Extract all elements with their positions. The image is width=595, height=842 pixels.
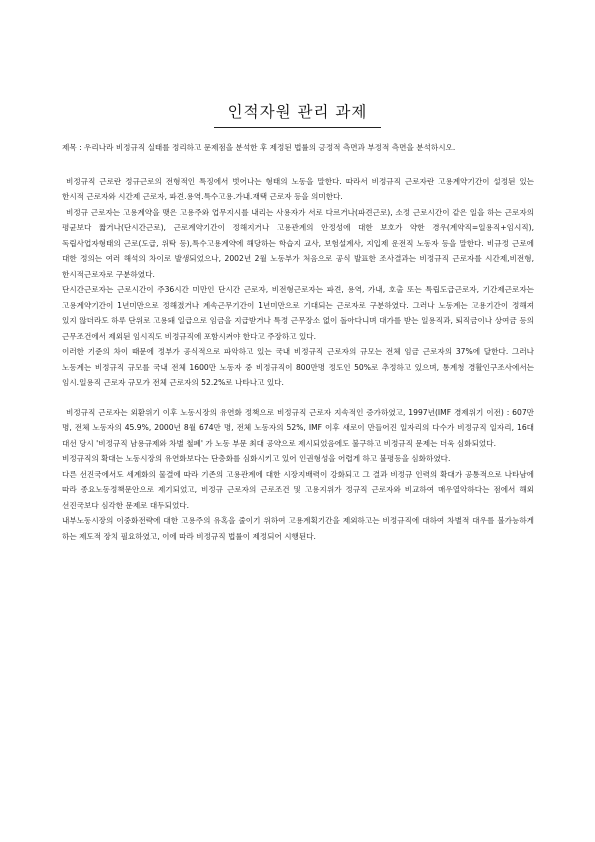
title-area <box>0 100 595 128</box>
paragraph-inequality: 비정규직의 확대는 노동시장의 유연화보다는 단층화를 심화시키고 있어 인권형성을 어렵게 하고 불평등을 심화하였다. <box>62 454 451 463</box>
paragraph-foreign: 다른 선진국에서도 세계화의 물결에 따라 기존의 고용관계에 대한 시장지배력이 강화되고 그 결과 비정규 인력의 확대가 공통적으로 나타남에 따라 종요노동정책문안으로 제기되었고, 비정규 근로자의 근로조건 및 고용지위가 정규직 근로자와 비교하여 매우열악하다는 점에서 해외 선진국보다 심각한 문제로 대두되었다. <box>62 469 534 510</box>
paragraph-definition: 비정규직 근로란 정규근로의 전형적인 특징에서 벗어나는 형태의 노동을 말한다. 따라서 비정규직 근로자란 고용계약기간이 설정된 있는 한시적 근로자와 시간제 근로자, 파견.용역.특수고용.가내.재택 근로자 등을 의미한다. <box>62 176 534 201</box>
document-title: 인적자원 관리 과제 <box>214 100 382 128</box>
document-body <box>62 140 534 544</box>
paragraph-scale: 이러한 기준의 차이 때문에 정부가 공식적으로 파악하고 있는 국내 비정규직 근로자의 규모는 전체 임금 근로자의 37%에 달한다. 그러나 노동계는 비정규직 규모를 국내 전체 1600만 노동자 중 비정규직이 800만명 정도인 50%로 추정하고 있으며, 통계청 경활인구조사에서는 임시.일용직 근로자 규모가 전체 근로자의 52.2%로 나타나고 있다. <box>62 347 534 387</box>
paragraph-growth: 비정규직 근로자는 외환위기 이후 노동시장의 유연화 정책으로 비정규직 근로자 지속적인 증가하였고, 1997년(IMF 경제위기 이전) : 607만 명, 전체 노동자의 45.9%, 2000년 8월 674만 명, 전체 노동자의 52%, IMF 이후 새로이 만들어진 일자리의 다수가 비정규직 일자리, 16대 대선 당시 '비정규직 남용규제와 차별 철폐' 가 노동 부문 최대 공약으로 제시되었음에도 불구하고 비정규직 문제는 더욱 심화되었다. <box>62 407 534 448</box>
paragraph-types: 비정규 근로자는 고용계약을 맺은 고용주와 업무지시를 내리는 사용자가 서로 다르거나(파견근로), 소정 근로시간이 같은 일을 하는 근로자의 평균보다 짧거나(단시간근로), 근로계약기간이 정해지거나 고용관계의 안정성에 대한 보호가 약한 경우(계약직=일용직+임시직), 독립사업자형태의 근로(도급, 위탁 등),특수고용계약에 해당하는 학습지 교사, 보험설계사, 지입제 운전직 노동자 등을 말한다. 비규정 근로에 대한 정의는 여러 해석의 차이로 발생되었으나, 2002년 2월 노동부가 처음으로 공식 발표한 조사결과는 비정규직 근로자를 시간제,비전형,한시적근로자로 구분하였다. <box>62 207 534 279</box>
paragraph-classification: 단시간근로자는 근로시간이 주36시간 미만인 단시간 근로자, 비전형근로자는 파견, 용역, 가내, 호출 또는 특립도급근로자, 기간제근로자는 고용계약기간이 1년미만으로 정해졌거나 계속근무기간이 1년미만으로 기대되는 근로자로 구분하였다. 그러나 노동계는 고용기간이 정해져 있지 않더라도 하루 단위로 고용돼 일급으로 임금을 지급받거나 특정 근무장소 없이 돌아다니며 대가를 받는 일용직과, 퇴직금이나 상여금 등의 근무조건에서 제외된 임시직도 비정규직에 포함시켜야 한다고 주장하고 있다. <box>62 285 534 341</box>
paragraph-legislation: 내부노동시장의 이중화전략에 대한 고용주의 유혹을 줄이기 위하여 고용계획기간을 제외하고는 비정규직에 대하여 차별적 대우를 불가능하게 하는 제도적 장치 필요하였고, 이에 따라 비정규직 법률이 제정되어 시행된다. <box>62 516 534 541</box>
assignment-prompt: 제목 : 우리나라 비정규직 실태를 정리하고 문제점을 분석한 후 제정된 법률의 긍정적 측면과 부정적 측면을 분석하시오. <box>62 143 456 152</box>
